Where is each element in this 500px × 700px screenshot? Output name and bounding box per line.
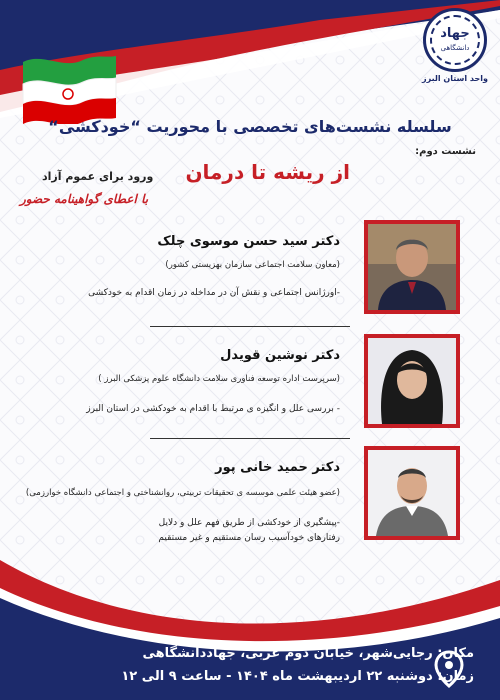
free-entry-text: ورود برای عموم آزاد	[42, 170, 154, 183]
session-label: نشست دوم:	[415, 146, 476, 157]
logo-name: جهاد	[440, 26, 470, 41]
event-location: مکان: رجایی‌شهر، خیابان دوم غربی، جهاددانشگاهی	[142, 646, 474, 661]
session-title: از ریشه تا درمان	[185, 160, 350, 184]
speaker-name-3: دکتر حمید خانی پور	[215, 460, 340, 475]
person-icon	[368, 224, 456, 310]
speaker-name-1: دکتر سید حسن موسوی چلک	[157, 234, 340, 249]
logo-subtitle: دانشگاهی	[440, 44, 470, 52]
speaker-topic-3: -پیشگیری از خودکشی از طریق فهم علل و دلایل	[158, 518, 340, 528]
speaker-role-3: (عضو هیئت علمی موسسه ی تحقیقات تربیتی، روانشناختی و اجتماعی دانشگاه خوارزمی)	[25, 488, 340, 498]
speaker-card-1	[40, 218, 460, 318]
speaker-name-2: دکتر نوشین قویدل	[220, 348, 340, 363]
location-pin-icon	[434, 650, 464, 688]
speaker-card-2	[40, 332, 460, 432]
event-time: زمان: دوشنبه ۲۲ اردیبهشت ماه ۱۴۰۴ - ساعت ۹ الی ۱۲	[121, 669, 474, 684]
logo-branch: واحد استان البرز	[422, 74, 488, 83]
speaker-photo-1	[364, 220, 460, 314]
person-icon	[368, 338, 456, 424]
speaker-topic-2: - بررسی علل و انگیزه ی مرتبط با اقدام به خودکشی در استان البرز	[86, 404, 340, 414]
speaker-role-1: (معاون سلامت اجتماعی سازمان بهزیستی کشور)	[165, 260, 340, 270]
divider	[150, 438, 350, 439]
speaker-topic-1: -اورژانس اجتماعی و نقش آن در مداخله در زمان اقدام به خودکشی	[88, 288, 340, 298]
speaker-photo-2	[364, 334, 460, 428]
divider	[150, 326, 350, 327]
speaker-role-2: (سرپرست اداره توسعه فناوری سلامت دانشگاه علوم پزشکی البرز )	[98, 374, 340, 384]
series-title: سلسله نشست‌های تخصصی با محوریت “خودکشی“	[48, 117, 452, 136]
logo-emblem	[423, 8, 487, 72]
speaker-topic-3-line2: رفتارهای خودآسیب رسان مستقیم و غیر مستقیم	[158, 533, 340, 543]
footer	[0, 634, 500, 700]
jahad-logo	[422, 8, 488, 83]
iran-flag-icon	[18, 52, 118, 124]
certificate-text: با اعطای گواهینامه حضور	[20, 192, 149, 206]
